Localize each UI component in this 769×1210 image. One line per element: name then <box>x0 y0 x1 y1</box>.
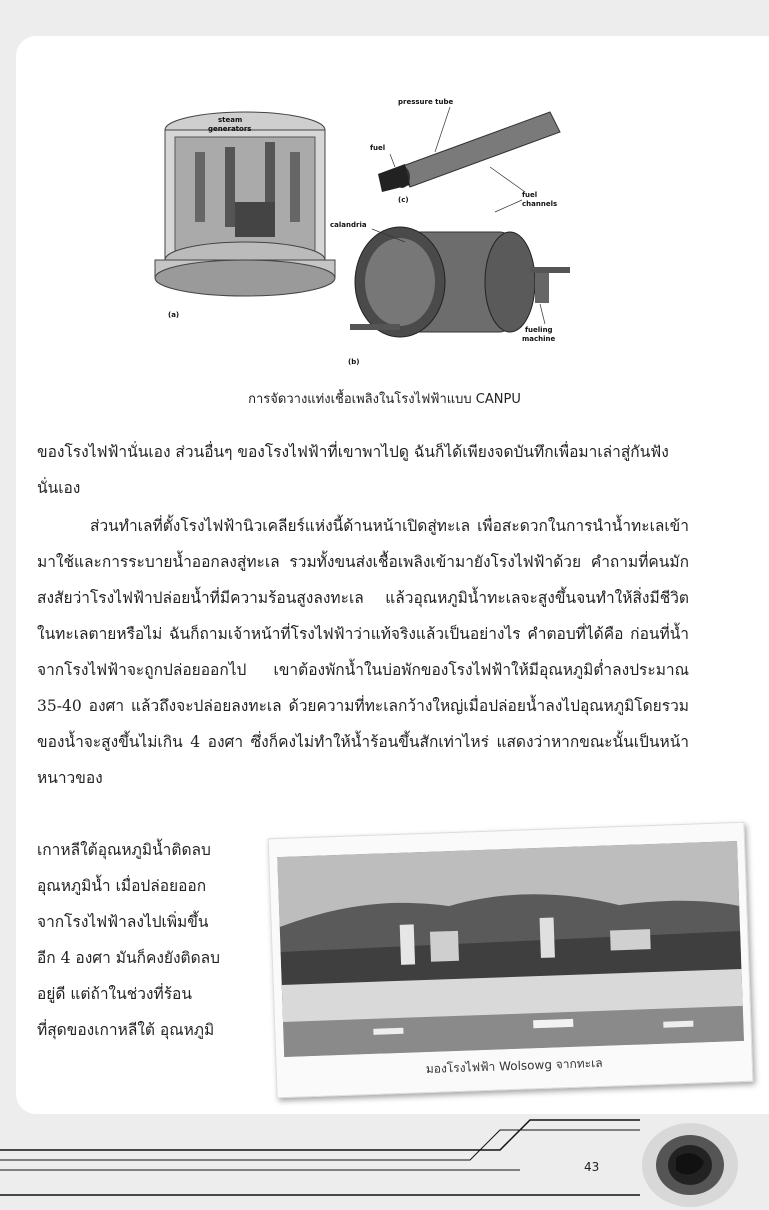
page-number: 43 <box>584 1160 600 1174</box>
side-line: อยู่ดี แต่ถ้าในช่วงที่ร้อน <box>37 985 192 1003</box>
label-pressure-tube: pressure tube <box>398 98 454 106</box>
side-text-column <box>37 832 257 1048</box>
paragraph-2-text: ส่วนทำเลที่ตั้งโรงไฟฟ้านิวเคลียร์แห่งนี้ด้านหน้าเปิดสู่ทะเล เพื่อสะดวกในการนำน้ำทะเลเข้ามาใช้และการระบายน้ำออกลงสู่ทะเล รวมทั้งขนส่งเชื้อเพลิงเข้ามายังโรงไฟฟ้าด้วย คำถามที่คนมักสงสัยว่าโรงไฟฟ้าปล่อยน้ำที่มีความร้อนสูงลงทะเล แล้วอุณหภูมิน้ำทะเลจะสูงขึ้นจนทำให้สิ่งมีชีวิตในทะเลตายหรือไม่ ฉันก็ถามเจ้าหน้าที่โรงไฟฟ้าว่าแท้จริงแล้วเป็นอย่างไร คำตอบที่ได้คือ ก่อนที่น้ำจากโรงไฟฟ้าจะถูกปล่อยออกไป เขาต้องพักน้ำในบ่อพักของโรงไฟฟ้าให้มีอุณหภูมิต่ำลงประมาณ 35-40 องศา แล้วถึงจะปล่อยลงทะเล ด้วยความที่ทะเลกว้างใหญ่เมื่อปล่อยน้ำลงไปอุณหภูมิโดยรวมของน้ำจะสูงขึ้นไม่เกิน 4 องศา ซึ่งก็คงไม่ทำให้น้ำร้อนขึ้นสักเท่าไหร่ แสดงว่าหากขณะนั้นเป็นหน้าหนาวของ <box>37 517 689 787</box>
label-fuel: fuel <box>522 191 538 199</box>
label-fueling: fueling <box>525 326 553 334</box>
label-channels: channels <box>522 200 558 208</box>
reactor-diagram <box>150 92 620 377</box>
side-line: ที่สุดของเกาหลีใต้ อุณหภูมิ <box>37 1021 215 1039</box>
label-calandria: calandria <box>330 221 367 229</box>
globe-icon <box>640 1120 740 1210</box>
figure-caption: การจัดวางแท่งเชื้อเพลิงในโรงไฟฟ้าแบบ CANPU <box>248 392 521 407</box>
photo-frame <box>268 822 754 1098</box>
label-generators: generators <box>208 125 252 133</box>
power-plant-photo <box>277 841 744 1057</box>
label-fuel: fuel <box>370 144 386 152</box>
label-machine: machine <box>522 335 556 343</box>
paragraph-2 <box>37 508 689 796</box>
containment-building <box>155 112 335 296</box>
side-line: จากโรงไฟฟ้าลงไปเพิ่มขึ้น <box>37 913 209 931</box>
paragraph-1 <box>37 434 689 506</box>
photo-caption: มองโรงไฟฟ้า Wolsowg จากทะเล <box>425 1055 603 1077</box>
label-steam: steam <box>218 116 243 124</box>
label-panel-c: (c) <box>398 196 409 204</box>
label-panel-a: (a) <box>168 311 180 319</box>
paragraph-1-text: ของโรงไฟฟ้านั่นเอง ส่วนอื่นๆ ของโรงไฟฟ้าที่เขาพาไปดู ฉันก็ได้เพียงจดบันทึกเพื่อมาเล่าสู่กันฟังนั่นเอง <box>37 443 669 497</box>
calandria <box>350 227 570 337</box>
side-line: อุณหภูมิน้ำ เมื่อปล่อยออก <box>37 877 207 895</box>
reactor-figure <box>150 92 620 377</box>
side-line: เกาหลีใต้อุณหภูมิน้ำติดลบ <box>37 841 211 859</box>
label-panel-b: (b) <box>348 358 360 366</box>
side-line: อีก 4 องศา มันก็คงยังติดลบ <box>37 949 221 967</box>
pressure-tube <box>378 107 560 192</box>
